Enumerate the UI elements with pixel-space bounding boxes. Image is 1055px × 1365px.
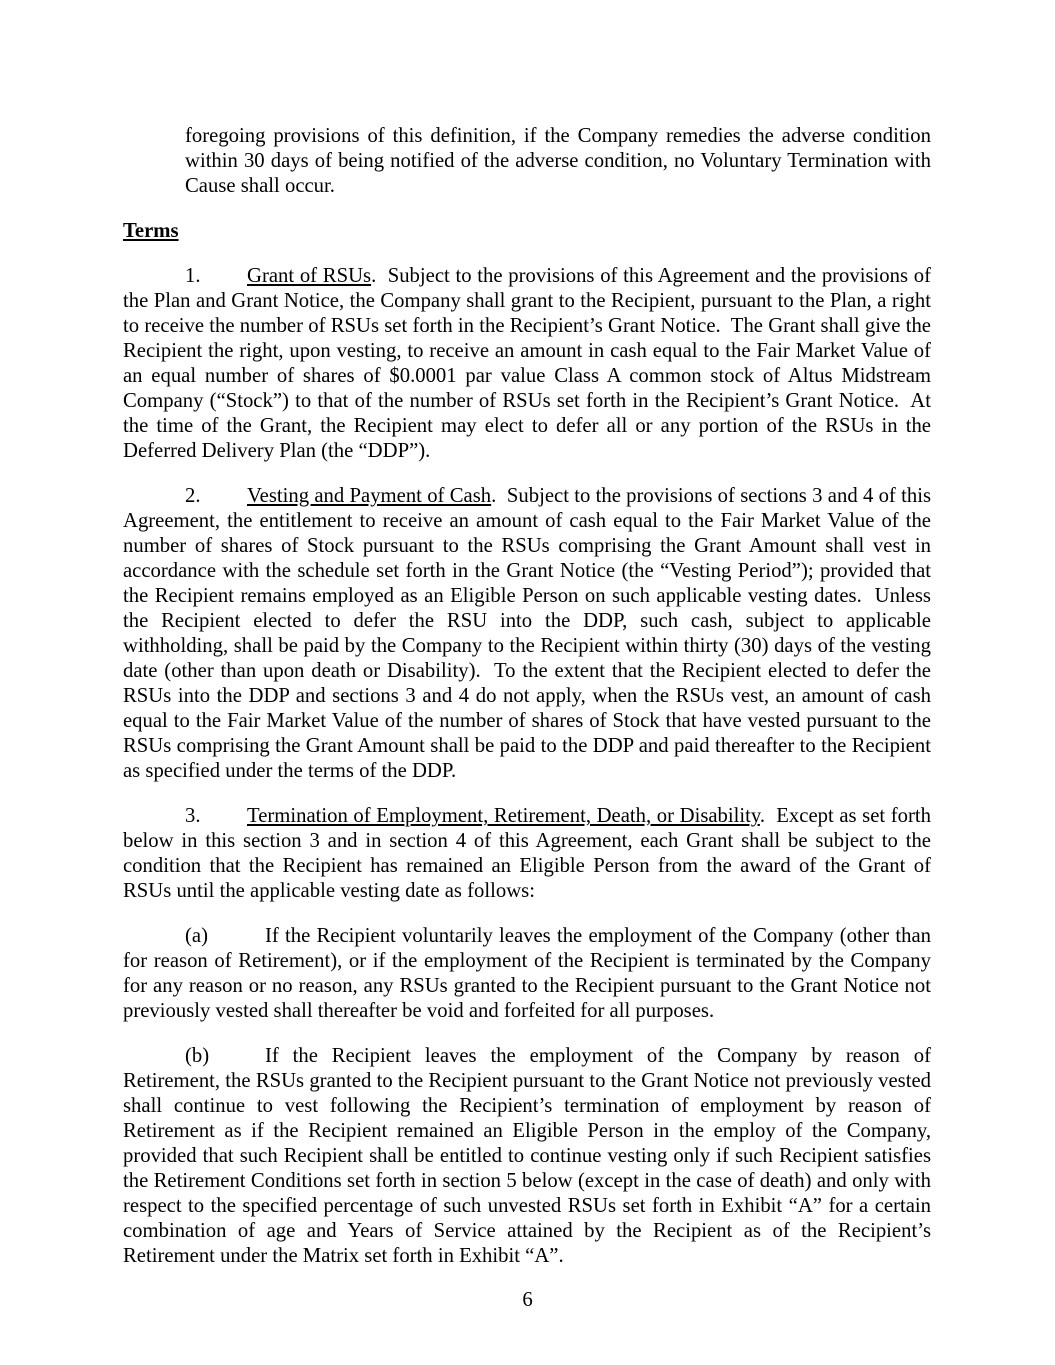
subsection-a-body: If the Recipient voluntarily leaves the employment of the Company (other than for reason of Retirement), or if the employment of the Recipient is terminated by the Company for any reason or no reason, any RSUs granted to the Recipient pursuant to the Grant Notice not previously vested shall thereafter be void and forfeited for all purposes.	[123, 925, 931, 1022]
terms-heading	[123, 219, 931, 244]
section-2-title: Vesting and Payment of Cash	[247, 485, 492, 507]
section-3-body: . Except as set forth below in this section 3 and in section 4 of this Agreement, each Grant shall be subject to the condition that the Recipient has remained an Eligible Person from the award of the Grant of RSUs until the applicable vesting date as follows:	[123, 805, 931, 902]
subsection-a-paragraph	[123, 924, 931, 1024]
subsection-b-number: (b)	[185, 1045, 210, 1067]
section-2-body: . Subject to the provisions of sections 3 and 4 of this Agreement, the entitlement to receive an amount of cash equal to the Fair Market Value of the number of shares of Stock pursuant to the RSUs comprising the Grant Amount shall vest in accordance with the schedule set forth in the Grant Notice (the “Vesting Period”); provided that the Recipient remains employed as an Eligible Person on such applicable vesting dates. Unless the Recipient elected to defer the RSU into the DDP, such cash, subject to applicable withholding, shall be paid by the Company to the Recipient within thirty (30) days of the vesting date (other than upon death or Disability). To the extent that the Recipient elected to defer the RSUs into the DDP and sections 3 and 4 do not apply, when the RSUs vest, an amount of cash equal to the Fair Market Value of the number of shares of Stock that have vested pursuant to the RSUs comprising the Grant Amount shall be paid to the DDP and paid thereafter to the Recipient as specified under the terms of the DDP.	[123, 485, 932, 782]
intro-paragraph	[185, 124, 931, 199]
subsection-b-body: If the Recipient leaves the employment of the Company by reason of Retirement, the RSUs granted to the Recipient pursuant to the Grant Notice not previously vested shall continue to vest following the Recipient’s termination of employment by reason of Retirement as if the Recipient remained an Eligible Person in the employ of the Company, provided that such Recipient shall be entitled to continue vesting only if such Recipient satisfies the Retirement Conditions set forth in section 5 below (except in the case of death) and only with respect to the specified percentage of such unvested RSUs set forth in Exhibit “A” for a certain combination of age and Years of Service attained by the Recipient as of the Recipient’s Retirement under the Matrix set forth in Exhibit “A”.	[123, 1045, 931, 1267]
section-3-paragraph	[123, 804, 931, 904]
section-2-number: 2.	[185, 485, 201, 507]
section-1-title: Grant of RSUs	[247, 265, 372, 287]
terms-heading-label: Terms	[123, 220, 179, 242]
document-page-body	[123, 124, 931, 1289]
section-3-title: Termination of Employment, Retirement, Death, or Disability	[247, 805, 760, 827]
subsection-a-number: (a)	[185, 925, 208, 947]
page-number: 6	[522, 1289, 533, 1311]
subsection-b-paragraph	[123, 1044, 931, 1269]
section-3-number: 3.	[185, 805, 201, 827]
section-2-paragraph	[123, 484, 931, 784]
section-1-number: 1.	[185, 265, 201, 287]
section-1-paragraph	[123, 264, 931, 464]
intro-paragraph-text: foregoing provisions of this definition, if the Company remedies the adverse condition within 30 days of being notified of the adverse condition, no Voluntary Termination with Cause shall occur.	[185, 125, 931, 197]
section-1-body: . Subject to the provisions of this Agreement and the provisions of the Plan and Grant Notice, the Company shall grant to the Recipient, pursuant to the Plan, a right to receive the number of RSUs set forth in the Recipient’s Grant Notice. The Grant shall give the Recipient the right, upon vesting, to receive an amount in cash equal to the Fair Market Value of an equal number of shares of $0.0001 par value Class A common stock of Altus Midstream Company (“Stock”) to that of the number of RSUs set forth in the Recipient’s Grant Notice. At the time of the Grant, the Recipient may elect to defer all or any portion of the RSUs in the Deferred Delivery Plan (the “DDP”).	[123, 265, 931, 462]
